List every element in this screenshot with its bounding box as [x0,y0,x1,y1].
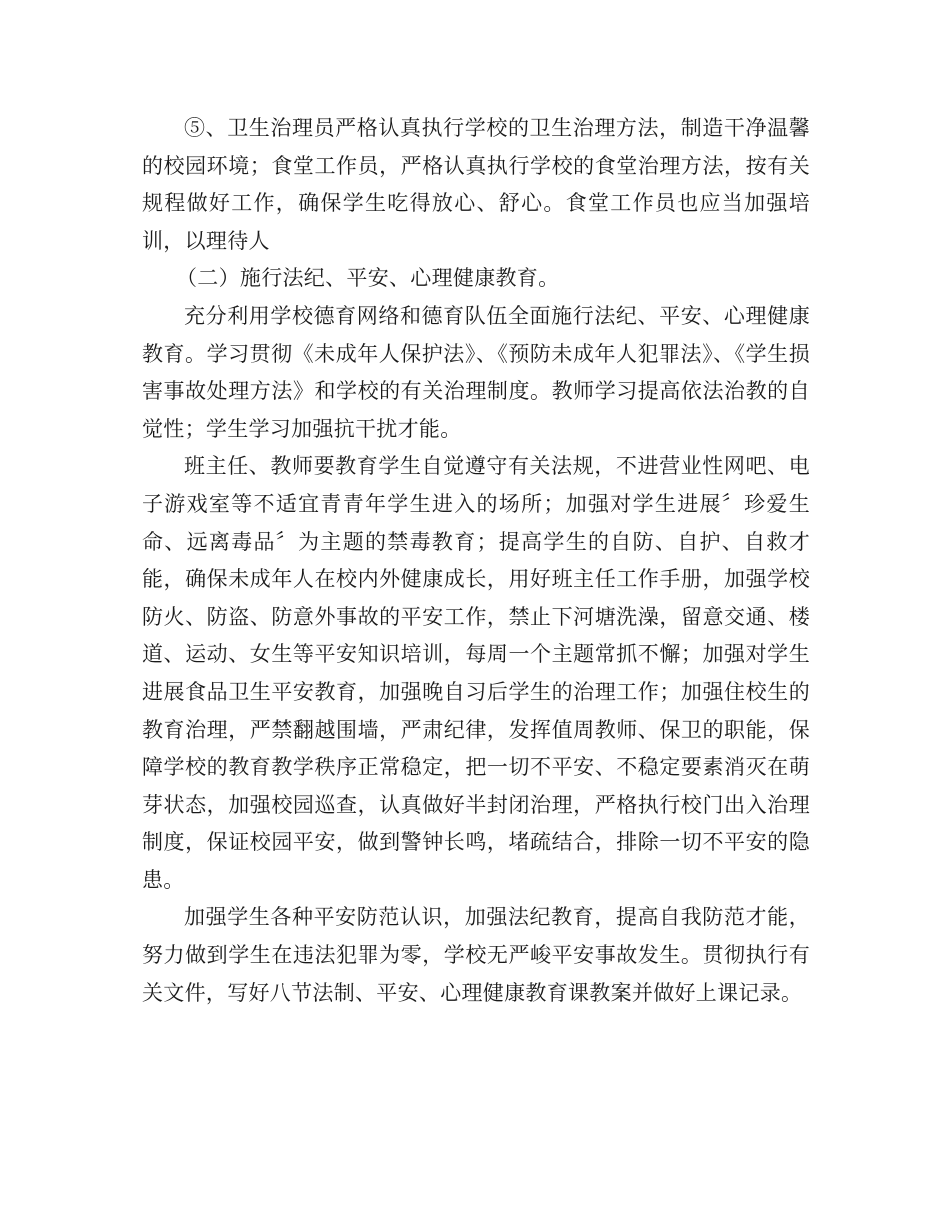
document-page [142,110,810,1012]
paragraph-moral-education: 充分利用学校德育网络和德育队伍全面施行法纪、平安、心理健康教育。学习贯彻《未成年人保护法》、《预防未成年人犯罪法》、《学生损害事故处理方法》和学校的有关治理制度。教师学习提高依法治教的自觉性；学生学习加强抗干扰才能。 [142,303,810,441]
section-heading-legal-safety: （二）施行法纪、平安、心理健康教育。 [176,266,560,291]
paragraph-teacher-duties: 班主任、教师要教育学生自觉遵守有关法规，不进营业性网吧、电子游戏室等不适宜青青年学生进入的场所；加强对学生进展〞珍爱生命、远离毒品〞为主题的禁毒教育；提高学生的自防、自护、自救才能，确保未成年人在校内外健康成长，用好班主任工作手册，加强学校防火、防盗、防意外事故的平安工作，禁止下河塘洗澡，留意交通、楼道、运动、女生等平安知识培训，每周一个主题常抓不懈；加强对学生进展食品卫生平安教育，加强晚自习后学生的治理工作；加强住校生的教育治理，严禁翻越围墙，严肃纪律，发挥值周教师、保卫的职能，保障学校的教育教学秩序正常稳定，把一切不平安、不稳定要素消灭在萌芽状态，加强校园巡查，认真做好半封闭治理，严格执行校门出入治理制度，保证校园平安，做到警钟长鸣，堵疏结合，排除一切不平安的隐患。 [142,454,810,892]
paragraph-safety-awareness: 加强学生各种平安防范认识，加强法纪教育，提高自我防范才能，努力做到学生在违法犯罪为零，学校无严峻平安事故发生。贯彻执行有关文件，写好八节法制、平安、心理健康教育课教案并做好上课记录。 [142,905,810,1005]
paragraph-sanitation-canteen: ⑤、卫生治理员严格认真执行学校的卫生治理方法，制造干净温馨的校园环境；食堂工作员，严格认真执行学校的食堂治理方法，按有关规程做好工作，确保学生吃得放心、舒心。食堂工作员也应当加强培训，以理待人 [142,116,810,253]
